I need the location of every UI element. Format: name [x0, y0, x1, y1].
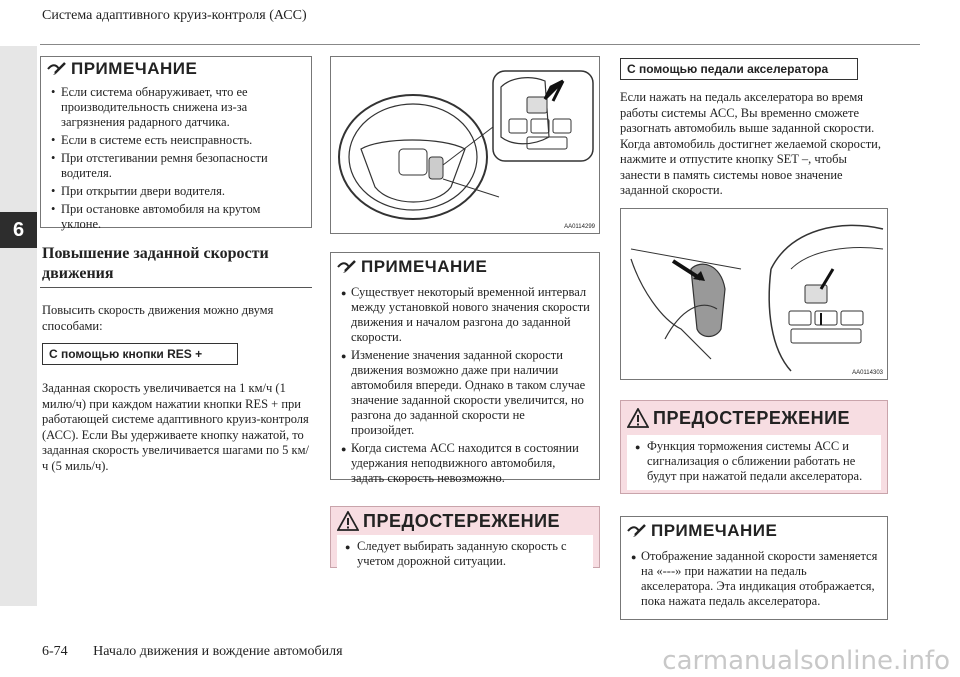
- steering-wheel-switch-illustration: [621, 209, 887, 379]
- section-title: Повышение заданной скорости движения: [42, 245, 269, 282]
- note-header: [621, 517, 887, 545]
- subheading-accelerator: С помощью педали акселератора: [620, 58, 858, 80]
- chapter-tab: 6: [0, 212, 37, 248]
- warning-heading: ПРЕДОСТЕРЕЖЕНИЕ: [363, 510, 561, 531]
- note-box: [620, 516, 888, 620]
- note-pencil-icon: [337, 259, 357, 275]
- footer-section-title: Начало движения и вождение автомобиля: [93, 644, 343, 659]
- figure-code: AA0114303: [852, 370, 883, 376]
- warning-box: [620, 400, 888, 494]
- note-header: [41, 57, 311, 81]
- note-item: • При открытии двери водителя.: [49, 184, 303, 199]
- note-item: ● Существует некоторый временной интервал между установкой нового значения скорости движения и началом разгона до заданной скорости.: [339, 285, 591, 345]
- intro-text: Повысить скорость движения можно двумя способами:: [42, 303, 274, 333]
- watermark: carmanualsonline.info: [662, 646, 950, 676]
- warning-item: ● Функция торможения системы АСС и сигнализация о сближении работать не будут при нажатой педали акселератора.: [633, 439, 875, 484]
- note-box: [330, 252, 600, 485]
- warning-triangle-icon: [337, 511, 359, 531]
- note-pencil-icon: [627, 523, 647, 539]
- note-item: • При отстегивании ремня безопасности водителя.: [49, 151, 303, 181]
- page-header-title: Система адаптивного круиз-контроля (АСС): [42, 8, 307, 23]
- warning-triangle-icon: [627, 408, 649, 428]
- note-heading: ПРИМЕЧАНИЕ: [651, 521, 778, 540]
- warning-header: [621, 401, 887, 435]
- res-body-text: Заданная скорость увеличивается на 1 км/ч (1 милю/ч) при каждом нажатии кнопки RES + при работающей системе адаптивного круиз-контроля (АСС). Если Вы удерживаете кнопку нажатой, то заданная скорость увеличивается шагами по 5 км/ч (5 миль/ч).: [42, 381, 309, 473]
- note-item: • Если в системе есть неисправность.: [49, 133, 303, 148]
- note-heading: ПРИМЕЧАНИЕ: [361, 257, 488, 276]
- section-rule: [40, 287, 312, 288]
- note-pencil-icon: [47, 61, 67, 77]
- note-item: • Если система обнаруживает, что ее производительность снижена из-за загрязнения радарного датчика.: [49, 85, 303, 130]
- steering-wheel-illustration: [331, 57, 599, 233]
- note-item: ● Когда система АСС находится в состоянии удержания неподвижного автомобиля, задать скорость невозможно.: [339, 441, 591, 486]
- note-item: ● Отображение заданной скорости заменяется на «---» при нажатии на педаль акселератора. Эта индикация отображается, пока нажата педаль акселератора.: [629, 549, 879, 609]
- note-item: • При остановке автомобиля на крутом уклоне.: [49, 202, 303, 232]
- subheading-res-plus: С помощью кнопки RES +: [42, 343, 238, 365]
- figure-code: AA0114299: [564, 224, 595, 230]
- page-footer: [42, 644, 343, 660]
- warning-item: ● Следует выбирать заданную скорость с учетом дорожной ситуации.: [343, 539, 587, 569]
- accelerator-figure: [620, 208, 888, 380]
- page-number: 6-74: [42, 644, 68, 659]
- steering-wheel-figure: [330, 56, 600, 234]
- warning-header: [331, 507, 599, 535]
- chapter-sidebar: [0, 46, 37, 606]
- accelerator-body-text: Если нажать на педаль акселератора во время работы системы АСС, Вы временно сможете разогнать автомобиль выше заданной скорости. Когда автомобиль достигнет желаемой скорости, нажмите и отпустите кнопку SET –, чтобы занести в память системы новое значение заданной скорости.: [620, 90, 881, 197]
- note-header: [331, 253, 599, 281]
- note-box: [40, 56, 312, 231]
- note-item: ● Изменение значения заданной скорости движения возможно даже при наличии автомобиля впереди. Однако в таком случае значение заданной скорости увеличится, но разгона до заданной скорости не произойдет.: [339, 348, 591, 438]
- warning-heading: ПРЕДОСТЕРЕЖЕНИЕ: [653, 407, 851, 428]
- header-rule: [40, 44, 920, 45]
- warning-box: [330, 506, 600, 568]
- note-heading: ПРИМЕЧАНИЕ: [71, 59, 198, 78]
